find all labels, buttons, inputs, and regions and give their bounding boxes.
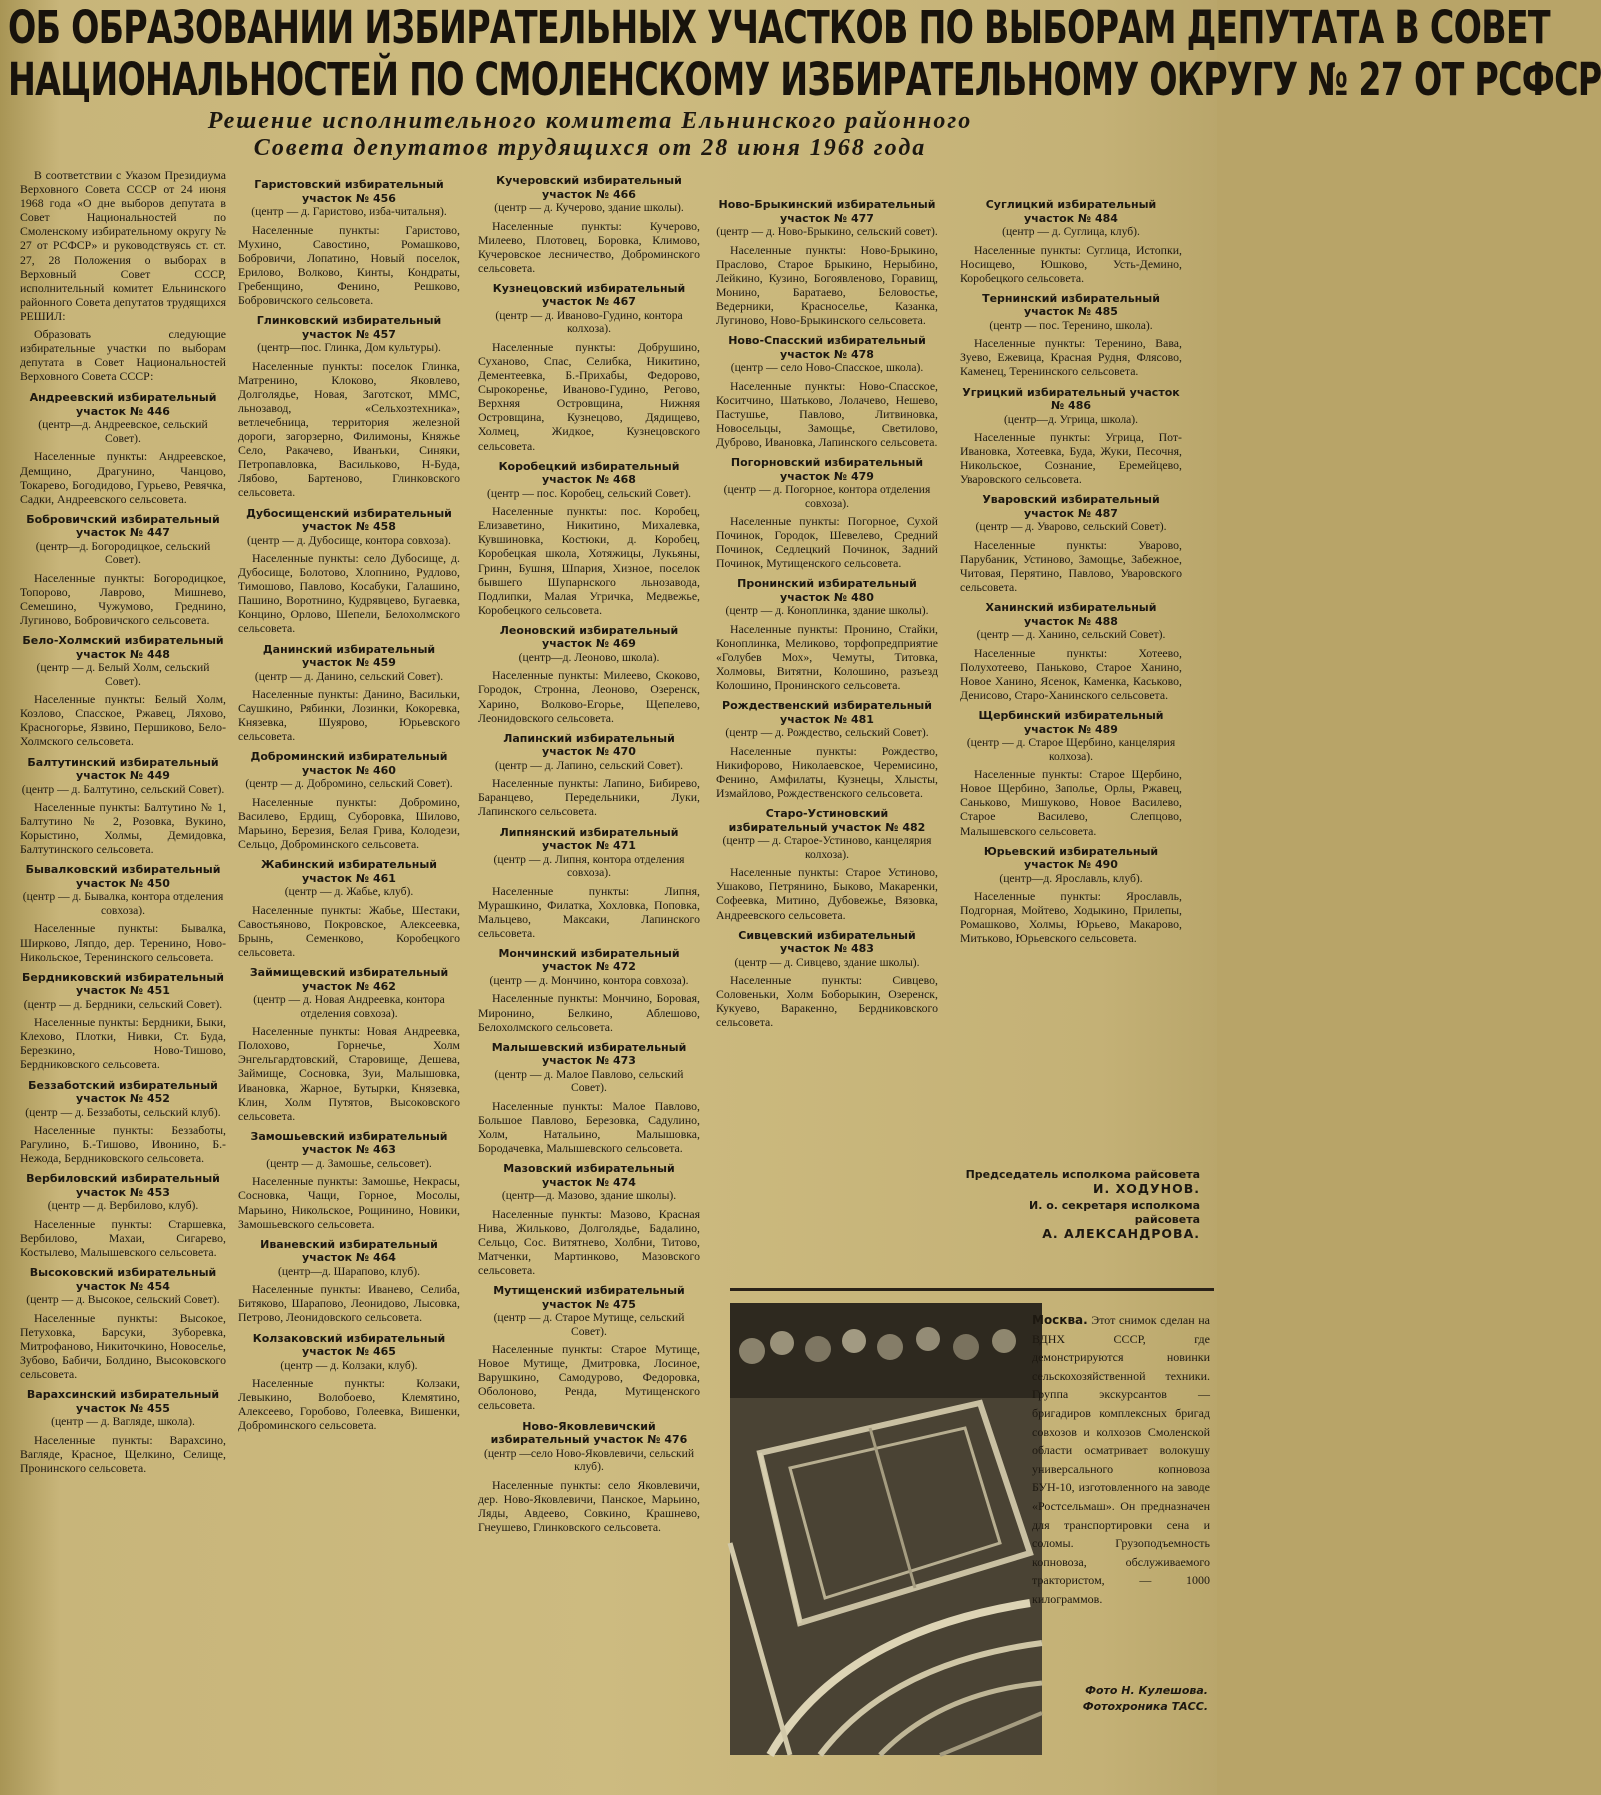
station-name: Уваровский избирательный участок № 487 bbox=[982, 493, 1160, 520]
polling-station-entry bbox=[478, 624, 700, 725]
station-name: Бывалковский избирательный участок № 450 bbox=[25, 863, 221, 890]
station-name: Кучеровский избирательный участок № 466 bbox=[496, 174, 682, 201]
station-center: (центр — д. Коноплинка, здание школы). bbox=[725, 604, 929, 618]
station-places: Населенные пункты: Балтутино № 1, Балтутино № 2, Розовка, Вукино, Корыстино, Холмы, Демидовка, Балтутинского сельсовета. bbox=[20, 800, 226, 857]
station-places: Населенные пункты: Ново-Брыкино, Праслово, Старое Брыкино, Нерыбино, Лейкино, Кузино, Богоявленово, Горавищ, Монино, Баратаево, Беловостье, Ведерники, Красноселье, Казанка, Лугиново, Ново-Брыкинского сельсовета. bbox=[716, 242, 938, 327]
station-places: Населенные пункты: Андреевское, Демщино, Драгунино, Чанцово, Токарево, Богодидово, Гурьево, Ревячка, Садки, Андреевского сельсовета. bbox=[20, 449, 226, 506]
station-places: Населенные пункты: Уварово, Парубаник, Устиново, Замощье, Забежное, Читовая, Перятино, Павлово, Уваровского сельсовета. bbox=[960, 537, 1182, 595]
station-list bbox=[478, 174, 700, 1534]
polling-station-entry bbox=[716, 807, 938, 921]
station-places: Населенные пункты: Бердники, Быки, Клехово, Плотки, Нивки, Ст. Буда, Березкино, Ново-Тишово, Бердниковского сельсовета. bbox=[20, 1015, 226, 1072]
polling-station-entry bbox=[238, 858, 460, 959]
news-photograph bbox=[730, 1303, 1042, 1755]
station-places: Населенные пункты: Белый Холм, Козлово, Спасское, Ржавец, Ляхово, Красногорье, Язвино, Першиково, Бело-Холмского сельсовета. bbox=[20, 692, 226, 749]
station-list bbox=[238, 178, 460, 1432]
station-list bbox=[960, 198, 1182, 946]
polling-station-entry bbox=[20, 1266, 226, 1381]
polling-station-entry bbox=[478, 282, 700, 453]
polling-station-entry bbox=[238, 314, 460, 499]
polling-station-entry bbox=[20, 391, 226, 505]
station-center: (центр — д. Данино, сельский Совет). bbox=[254, 669, 444, 683]
station-name: Иваневский избирательный участок № 464 bbox=[260, 1237, 438, 1265]
station-name: Щербинский избирательный участок № 489 bbox=[978, 709, 1164, 736]
polling-station-entry bbox=[716, 577, 938, 692]
station-name: Дубосищенский избирательный участок № 458 bbox=[246, 506, 452, 533]
station-places: Населенные пункты: Беззаботы, Рагулино, Б.-Тишово, Ивонино, Б.-Нежода, Бердниковского сельсовета. bbox=[20, 1123, 226, 1166]
station-name: Замошьевский избирательный участок № 463 bbox=[250, 1129, 448, 1157]
station-name: Угрицкий избирательный участок № 486 bbox=[962, 385, 1180, 413]
station-places: Населенные пункты: Добрушино, Суханово, Спас, Селибка, Никитино, Дементеевка, Б.-Прихабы, Федорово, Сырокоренье, Иваново-Гудино, Регово, Верхняя Островщина, Нижняя Островщина, Кузнецово, Дядищево, Холмец, Жидкое, Кузнецовского сельсовета. bbox=[478, 339, 700, 453]
polling-station-entry bbox=[960, 198, 1182, 285]
station-name: Беззаботский избирательный участок № 452 bbox=[28, 1078, 218, 1106]
station-places: Населенные пункты: Ново-Спасское, Коситчино, Шатьково, Лолачево, Нешево, Пастушье, Павлово, Литвиновка, Новосельцы, Замощье, Светилово, Дуброво, Ивановка, Лапинского сельсовета. bbox=[716, 378, 938, 449]
station-places: Населенные пункты: Старое Устиново, Ушаково, Петрянино, Быково, Макаренки, Софеевка, Митино, Дубовежье, Вязовка, Андреевского сельсовета. bbox=[716, 865, 938, 922]
station-places: Населенные пункты: Липня, Мурашкино, Филатка, Хохловка, Поповка, Мальцево, Максаки, Лапинского сельсовета. bbox=[478, 883, 700, 940]
station-places: Населенные пункты: Хотеево, Полухотеево, Паньково, Старое Ханино, Новое Ханино, Ясенок, Каменка, Каськово, Денисово, Старо-Ханинского сельсовета. bbox=[960, 645, 1182, 703]
station-places: Населенные пункты: Лапино, Бибирево, Баранцево, Передельники, Луки, Лапинского сельсовета. bbox=[478, 776, 700, 819]
station-center: (центр — д. Бердники, сельский Совет). bbox=[23, 997, 223, 1011]
polling-station-entry bbox=[478, 732, 700, 819]
station-center: (центр — д. Суглица, клуб). bbox=[1002, 225, 1140, 238]
station-name: Ново-Яковлевичский избирательный участок № 476 bbox=[490, 1419, 688, 1446]
polling-station-entry bbox=[20, 634, 226, 748]
polling-station-entry bbox=[20, 1388, 226, 1475]
station-places: Населенные пункты: Ярославль, Подгорная, Мойтево, Ходыкино, Прилепы, Ромашково, Холмы, Юрьево, Макарово, Митьково, Юрьевского сельсовета. bbox=[960, 889, 1182, 946]
polling-station-entry bbox=[478, 947, 700, 1034]
polling-station-entry bbox=[238, 1332, 460, 1433]
polling-station-entry bbox=[960, 292, 1182, 379]
polling-station-entry bbox=[238, 178, 460, 307]
station-places: Населенные пункты: Жабье, Шестаки, Савостьяново, Покровское, Алексеевка, Брынь, Семенково, Коробецкого сельсовета. bbox=[238, 902, 460, 960]
station-name: Варахсинский избирательный участок № 455 bbox=[26, 1388, 220, 1415]
station-name: Жабинский избирательный участок № 461 bbox=[261, 858, 437, 885]
station-places: Населенные пункты: Новая Андреевка, Полохово, Горнечье, Холм Энгельгардтовский, Старовище, Дешева, Займище, Сосновка, Зуи, Малышовка, Ивановка, Жарное, Бутырки, Князевка, Клин, Холм Путятов, Высоковского сельсовета. bbox=[238, 1024, 460, 1123]
station-name: Ханинский избирательный участок № 488 bbox=[985, 601, 1157, 628]
station-name: Погорновский избирательный участок № 479 bbox=[730, 456, 924, 483]
headline-line-2: НАЦИОНАЛЬНОСТЕЙ ПО СМОЛЕНСКОМУ ИЗБИРАТЕЛЬНОМУ ОКРУГУ № 27 ОТ РСФСР bbox=[8, 53, 1601, 106]
station-places: Населенные пункты: Суглица, Истопки, Носищево, Юшково, Усть-Демино, Коробецкого сельсовета. bbox=[960, 242, 1182, 285]
photo-caption bbox=[1032, 1311, 1210, 1609]
polling-station-entry bbox=[238, 643, 460, 744]
polling-station-entry bbox=[20, 756, 226, 857]
station-places: Населенные пункты: Сивцево, Соловеньки, Холм Боборыкин, Озеренск, Кукуево, Варакенно, Бердниковского сельсовета. bbox=[716, 973, 938, 1030]
station-center: (центр — д. Ханино, сельский Совет). bbox=[976, 628, 1166, 642]
station-name: Леоновский избирательный участок № 469 bbox=[499, 623, 679, 651]
caption-text: Этот снимок сделан на ВДНХ СССР, где демонстрируются новинки сельскохозяйственной техники. Группа экскурсантов — бригадиров комплексных бригад совхозов и колхозов Смоленской области осматривает волокушу универсального копновоза БУН-10, изготовленного на заводе «Ростсельмаш». Он предназначен для транспортировки сена и соломы. Грузоподъемность копновоза, обслуживаемого трактористом, — 1000 килограммов. bbox=[1032, 1313, 1210, 1606]
station-places: Населенные пункты: Старое Щербино, Новое Щербино, Заполье, Орлы, Ржавец, Саньково, Мишуково, Новое Василево, Старое Василево, Слепцово, Малышевского сельсовета. bbox=[960, 767, 1182, 838]
polling-station-entry bbox=[238, 750, 460, 851]
station-name: Глинковский избирательный участок № 457 bbox=[256, 314, 442, 341]
station-center: (центр — д. Беззаботы, сельский клуб). bbox=[25, 1105, 221, 1119]
credit-agency: Фотохроника ТАСС. bbox=[1082, 1700, 1208, 1713]
station-center: (центр — д. Рождество, сельский Совет). bbox=[725, 726, 929, 740]
station-name: Коробецкий избирательный участок № 468 bbox=[498, 459, 680, 487]
station-center: (центр — д. Кучерово, здание школы). bbox=[494, 201, 684, 214]
polling-station-entry bbox=[960, 601, 1182, 702]
station-center: (центр — д. Замошье, сельсовет). bbox=[266, 1156, 432, 1170]
station-name: Мутищенский избирательный участок № 475 bbox=[493, 1284, 685, 1311]
station-places: Населенные пункты: пос. Коробец, Елизаветино, Никитино, Михалевка, Кувшиновка, Костюки, д. Коробец, Коробецкая школа, Хотяжицы, Лукьяны, Гринн, Бушня, Шпария, Хизное, поселок бывшего Шупарнского льнозавода, Подлипки, Малая Угричка, Медвежье, Коробецкого сельсовета. bbox=[478, 504, 700, 617]
station-center: (центр — д. Балтутино, сельский Совет). bbox=[21, 782, 225, 796]
station-center: (центр—д. Богородицкое, сельский Совет). bbox=[35, 539, 211, 567]
station-center: (центр — д. Малое Павлово, сельский Совет). bbox=[494, 1067, 684, 1095]
station-places: Населенные пункты: Старшевка, Вербилово, Махаи, Сигарево, Костылево, Малышевского сельсовета. bbox=[20, 1216, 226, 1260]
station-center: (центр — д. Высокое, сельский Совет). bbox=[26, 1293, 220, 1307]
station-center: (центр — д. Колзаки, клуб). bbox=[280, 1358, 418, 1372]
station-center: (центр — д. Иваново-Гудино, контора колхоза). bbox=[495, 308, 683, 336]
station-places: Населенные пункты: поселок Глинка, Матренино, Клоково, Яковлево, Долголядье, Новая, Заготскот, ММС, льнозавод, «Сельхозтехника», ветлечебница, территория железной дороги, загорзерно, Филимоны, Княжье Село, Ракачево, Иванъки, Синяки, Петропавловка, Васильково, Н-Буда, Лябово, Бартеново, Глинковского сельсовета. bbox=[238, 358, 460, 500]
station-center: (центр — д. Жабье, клуб). bbox=[284, 885, 414, 899]
polling-station-entry bbox=[478, 1162, 700, 1277]
polling-station-entry bbox=[238, 1130, 460, 1231]
station-name: Мазовский избирательный участок № 474 bbox=[503, 1162, 675, 1189]
station-center: (центр — д. Ново-Брыкино, сельский совет). bbox=[716, 225, 938, 238]
station-center: (центр — село Ново-Спасское, школа). bbox=[730, 361, 924, 375]
polling-station-entry bbox=[716, 198, 938, 327]
station-places: Населенные пункты: село Дубосище, д. Дубосище, Болотово, Хлопнино, Рудлово, Тимошово, Павлово, Косабуки, Галашино, Пашино, Воротнино, Кудрявцево, Бугаевка, Концино, Орлово, Шепели, Белохолмского сельсовета. bbox=[238, 551, 460, 636]
station-center: (центр — пос. Коробец, сельский Совет). bbox=[487, 486, 691, 500]
station-places: Населенные пункты: Варахсино, Вагляде, Красное, Щелкино, Селище, Пронинского сельсовета. bbox=[20, 1432, 226, 1475]
caption-city: Москва. bbox=[1032, 1313, 1088, 1327]
station-places: Населенные пункты: Колзаки, Левыкино, Волобоево, Клемятино, Алексеево, Горобово, Голеевка, Вишенки, Доброминского сельсовета. bbox=[238, 1376, 460, 1433]
column-2 bbox=[238, 178, 460, 1439]
secretary-title: И. о. секретаря исполкома райсовета bbox=[1028, 1199, 1200, 1226]
polling-station-entry bbox=[478, 1284, 700, 1412]
station-places: Населенные пункты: Данино, Васильки, Саушкино, Рябинки, Лозинки, Кокоревка, Князевка, Шуярово, Юрьевского сельсовета. bbox=[238, 687, 460, 744]
station-center: (центр — д. Мончино, контора совхоза). bbox=[489, 973, 689, 987]
station-name: Юрьевский избирательный участок № 490 bbox=[983, 844, 1159, 872]
station-center: (центр — д. Сивцево, здание школы). bbox=[734, 955, 920, 969]
station-name: Доброминский избирательный участок № 460 bbox=[250, 750, 448, 777]
station-center: (центр — д. Уварово, сельский Совет). bbox=[975, 520, 1167, 534]
station-name: Кузнецовский избирательный участок № 467 bbox=[492, 281, 686, 309]
column-4 bbox=[716, 198, 938, 1037]
station-places: Населенные пункты: Бывалка, Ширково, Ляпдо, дер. Теренино, Ново-Никольское, Теренинского сельсовета. bbox=[20, 921, 226, 964]
column-3 bbox=[478, 174, 700, 1541]
photo-block bbox=[730, 1288, 1214, 1761]
station-center: (центр — д. Вагляде, школа). bbox=[51, 1415, 195, 1429]
station-name: Ново-Спасский избирательный участок № 478 bbox=[728, 334, 926, 361]
station-center: (центр — д. Вербилово, клуб). bbox=[47, 1199, 199, 1213]
station-places: Населенные пункты: Теренино, Вава, Зуево, Ежевица, Красная Рудня, Флясово, Каменец, Теренинского сельсовета. bbox=[960, 336, 1182, 379]
polling-station-entry bbox=[716, 334, 938, 449]
station-center: (центр — д. Старое Щербино, канцелярия колхоза). bbox=[966, 736, 1176, 763]
polling-station-entry bbox=[716, 929, 938, 1030]
station-name: Колзаковский избирательный участок № 465 bbox=[252, 1331, 446, 1358]
station-center: (центр —село Ново-Яковлевичи, сельский клуб). bbox=[483, 1446, 695, 1473]
station-center: (центр—д. Угрица, школа). bbox=[1003, 412, 1139, 426]
signatures bbox=[960, 1168, 1200, 1244]
polling-station-entry bbox=[20, 863, 226, 963]
station-places: Населенные пункты: Гаристово, Мухино, Савостино, Ромашково, Бобровичи, Лопатино, Новый поселок, Ерилово, Волково, Кинты, Кондраты, Гребенщино, Фенино, Решково, Бобровичского сельсовета. bbox=[238, 222, 460, 307]
station-places: Населенные пункты: Замошье, Некрасы, Сосновка, Чащи, Горное, Мосолы, Марьино, Никольское, Рощинино, Новики, Замошьевского сельсовета. bbox=[238, 1174, 460, 1231]
station-places: Населенные пункты: Старое Мутище, Новое Мутище, Дмитровка, Лосиное, Варушкино, Самодурово, Федоровка, Оболоново, Ренда, Мутищенского сельсовета. bbox=[478, 1342, 700, 1413]
station-name: Балтутинский избирательный участок № 449 bbox=[27, 755, 219, 783]
station-name: Высоковский избирательный участок № 454 bbox=[29, 1266, 217, 1293]
station-name: Липнянский избирательный участок № 471 bbox=[499, 825, 679, 853]
polling-station-entry bbox=[238, 966, 460, 1123]
station-places: Населенные пункты: Погорное, Сухой Починок, Городок, Шевелево, Средний Починок, Седлецкий Починок, Задний Починок, Мутищенского сельсовета. bbox=[716, 514, 938, 571]
station-name: Суглицкий избирательный участок № 484 bbox=[985, 198, 1157, 225]
station-name: Вербиловский избирательный участок № 453 bbox=[26, 1172, 220, 1199]
polling-station-entry bbox=[478, 1041, 700, 1155]
station-places: Населенные пункты: Богородицкое, Топорово, Лаврово, Мишнево, Семешино, Чужумово, Греднино, Лугиново, Бобровичского сельсовета. bbox=[20, 570, 226, 628]
polling-station-entry bbox=[478, 460, 700, 617]
station-places: Населенные пункты: Иванево, Селиба, Битяково, Шарапово, Леонидово, Лысовка, Петрово, Леонидовского сельсовета. bbox=[238, 1282, 460, 1325]
station-center: (центр—д. Шарапово, клуб). bbox=[277, 1264, 421, 1278]
credit-author: Фото Н. Кулешова. bbox=[1085, 1684, 1208, 1697]
station-center: (центр — д. Погорное, контора отделения совхоза). bbox=[723, 483, 931, 510]
chair-title: Председатель исполкома райсовета bbox=[965, 1168, 1200, 1181]
station-center: (центр — д. Добромино, сельский Совет). bbox=[245, 777, 453, 791]
station-list bbox=[20, 391, 226, 1474]
subtitle-line-1: Решение исполнительного комитета Ельнинского районного bbox=[207, 108, 973, 134]
decree-subtitle bbox=[150, 108, 1030, 162]
station-name: Ново-Брыкинский избирательный участок № 477 bbox=[718, 198, 936, 225]
station-name: Мончинский избирательный участок № 472 bbox=[498, 946, 680, 974]
headline-line-1: ОБ ОБРАЗОВАНИИ ИЗБИРАТЕЛЬНЫХ УЧАСТКОВ ПО ВЫБОРАМ ДЕПУТАТА В СОВЕТ bbox=[8, 1, 1550, 54]
station-center: (центр — д. Старое-Устиново, канцелярия колхоза). bbox=[722, 834, 932, 861]
polling-station-entry bbox=[478, 1420, 700, 1534]
station-name: Пронинский избирательный участок № 480 bbox=[737, 577, 917, 604]
station-center: (центр—пос. Глинка, Дом культуры). bbox=[257, 341, 441, 355]
polling-station-entry bbox=[716, 456, 938, 570]
polling-station-entry bbox=[238, 1238, 460, 1325]
polling-station-entry bbox=[20, 1172, 226, 1259]
polling-station-entry bbox=[20, 971, 226, 1072]
station-places: Населенные пункты: Мазово, Красная Нива, Жильково, Долголядье, Бадалино, Сельцо, Сос. Витятнево, Холбни, Титово, Матченки, Мартинково, Мазовского сельсовета. bbox=[478, 1206, 700, 1277]
station-name: Малышевский избирательный участок № 473 bbox=[491, 1040, 687, 1068]
station-places: Населенные пункты: Пронино, Стайки, Коноплинка, Меликово, торфопредприятие «Голубев Мох», Чемуты, Титовка, Холмовы, Витятни, Колошино, разъезд Колошино, Пронинского сельсовета. bbox=[716, 621, 938, 693]
station-center: (центр — д. Дубосище, контора совхоза). bbox=[247, 533, 451, 547]
station-center: (центр — д. Бывалка, контора отделения совхоза). bbox=[22, 890, 224, 917]
station-name: Займищевский избирательный участок № 462 bbox=[249, 966, 449, 993]
station-name: Рождественский избирательный участок № 481 bbox=[722, 699, 932, 726]
station-center: (центр — д. Гаристово, изба-читальня). bbox=[251, 205, 447, 218]
column-5 bbox=[960, 198, 1182, 953]
station-center: (центр—д. Андреевское, сельский Совет). bbox=[38, 418, 208, 445]
headline bbox=[8, 1, 1601, 106]
secretary-name: А. АЛЕКСАНДРОВА. bbox=[1042, 1226, 1200, 1241]
polling-station-entry bbox=[960, 709, 1182, 837]
photo-credit bbox=[1083, 1683, 1208, 1715]
polling-station-entry bbox=[20, 513, 226, 627]
station-name: Лапинский избирательный участок № 470 bbox=[503, 731, 675, 759]
polling-station-entry bbox=[20, 1079, 226, 1166]
polling-station-entry bbox=[478, 174, 700, 275]
station-center: (центр — д. Новая Андреевка, контора отделения совхоза). bbox=[253, 993, 445, 1020]
station-center: (центр—д. Леоново, школа). bbox=[518, 650, 660, 664]
polling-station-entry bbox=[716, 699, 938, 800]
polling-station-entry bbox=[478, 826, 700, 940]
station-places: Населенные пункты: Высокое, Петуховка, Барсуки, Зуборевка, Митрофаново, Никиточкино, Новоселье, Зубово, Бабичи, Болдино, Высоковского сельсовета. bbox=[20, 1310, 227, 1381]
station-name: Бердниковский избирательный участок № 451 bbox=[21, 970, 224, 998]
station-list bbox=[716, 198, 938, 1030]
photo-illustration bbox=[730, 1303, 1042, 1755]
station-name: Бобровичский избирательный участок № 447 bbox=[26, 512, 220, 540]
station-center: (центр — д. Лапино, сельский Совет). bbox=[494, 758, 684, 772]
intro-paragraph: В соответствии с Указом Президиума Верховного Совета СССР от 24 июня 1968 года «О дне выборов депутата в Совет Национальностей по Смоленскому избирательному округу № 27 от РСФСР» и руководствуясь ст. ст. 27, 28 Положения о выборах в Верховный Совет СССР, исполнительный комитет Ельнинского районного Совета депутатов трудящихся РЕШИЛ: bbox=[20, 168, 226, 323]
station-places: Населенные пункты: Малое Павлово, Большое Павлово, Березовка, Садулино, Холм, Натальино, Малышовка, Бородачевка, Малышевского сельсовета. bbox=[478, 1098, 700, 1155]
station-places: Населенные пункты: Мончино, Боровая, Миронино, Белкино, Аблешово, Белохолмского сельсовета. bbox=[478, 991, 700, 1034]
station-center: (центр — пос. Теренино, школа). bbox=[989, 318, 1153, 332]
polling-station-entry bbox=[960, 386, 1182, 487]
chair-name: И. ХОДУНОВ. bbox=[1093, 1181, 1200, 1196]
station-places: Населенные пункты: село Яковлевичи, дер. Ново-Яковлевичи, Панское, Марьино, Ляды, Авдеево, Совкино, Крашнево, Гнеушево, Глинковского сельсовета. bbox=[478, 1477, 700, 1534]
column-1 bbox=[20, 168, 226, 1482]
station-name: Бело-Холмский избирательный участок № 448 bbox=[22, 634, 224, 661]
station-center: (центр — д. Старое Мутище, сельский Совет). bbox=[493, 1311, 685, 1338]
polling-station-entry bbox=[960, 845, 1182, 946]
station-center: (центр — д. Липня, контора отделения совхоза). bbox=[493, 852, 685, 880]
station-center: (центр—д. Ярославль, клуб). bbox=[999, 871, 1143, 885]
station-places: Населенные пункты: Кучерово, Милеево, Плотовец, Боровка, Климово, Кучеровское лесничество, Доброминского сельсовета. bbox=[478, 218, 700, 275]
station-places: Населенные пункты: Рождество, Никифорово, Николаевское, Черемисино, Фенино, Амфилаты, Кузнецы, Хлысты, Измайлово, Рождественского сельсовета. bbox=[716, 743, 938, 801]
station-places: Населенные пункты: Добромино, Василево, Ердищ, Суборовка, Шилово, Марьино, Березия, Белая Грива, Колодези, Сельцо, Доброминского сельсовета. bbox=[238, 794, 460, 852]
polling-station-entry bbox=[960, 493, 1182, 594]
polling-station-entry bbox=[238, 507, 460, 636]
subtitle-line-2: Совета депутатов трудящихся от 28 июня 1968 года bbox=[253, 135, 927, 161]
station-name: Сивцевский избирательный участок № 483 bbox=[738, 928, 916, 956]
station-name: Гаристовский избирательный участок № 456 bbox=[254, 178, 444, 205]
station-name: Тернинский избирательный участок № 485 bbox=[982, 291, 1160, 319]
station-name: Данинский избирательный участок № 459 bbox=[262, 642, 436, 670]
station-center: (центр — д. Белый Холм, сельский Совет). bbox=[36, 661, 210, 688]
station-name: Андреевский избирательный участок № 446 bbox=[29, 391, 217, 418]
station-center: (центр—д. Мазово, здание школы). bbox=[501, 1189, 677, 1203]
station-places: Населенные пункты: Угрица, Пот-Ивановка, Хотеевка, Буда, Жуки, Песочня, Никольское, Сознание, Еремейцево, Уваровского сельсовета. bbox=[960, 430, 1182, 487]
station-name: Старо-Устиновский избирательный участок № 482 bbox=[728, 807, 926, 834]
station-places: Населенные пункты: Милеево, Скоково, Городок, Стронна, Леоново, Озеренск, Харино, Волково-Егорье, Щепелево, Леонидовского сельсовета. bbox=[478, 668, 700, 725]
intro-resolution: Образовать следующие избирательные участки по выборам депутата в Совет Национальностей Верховного Совета СССР: bbox=[20, 327, 226, 384]
